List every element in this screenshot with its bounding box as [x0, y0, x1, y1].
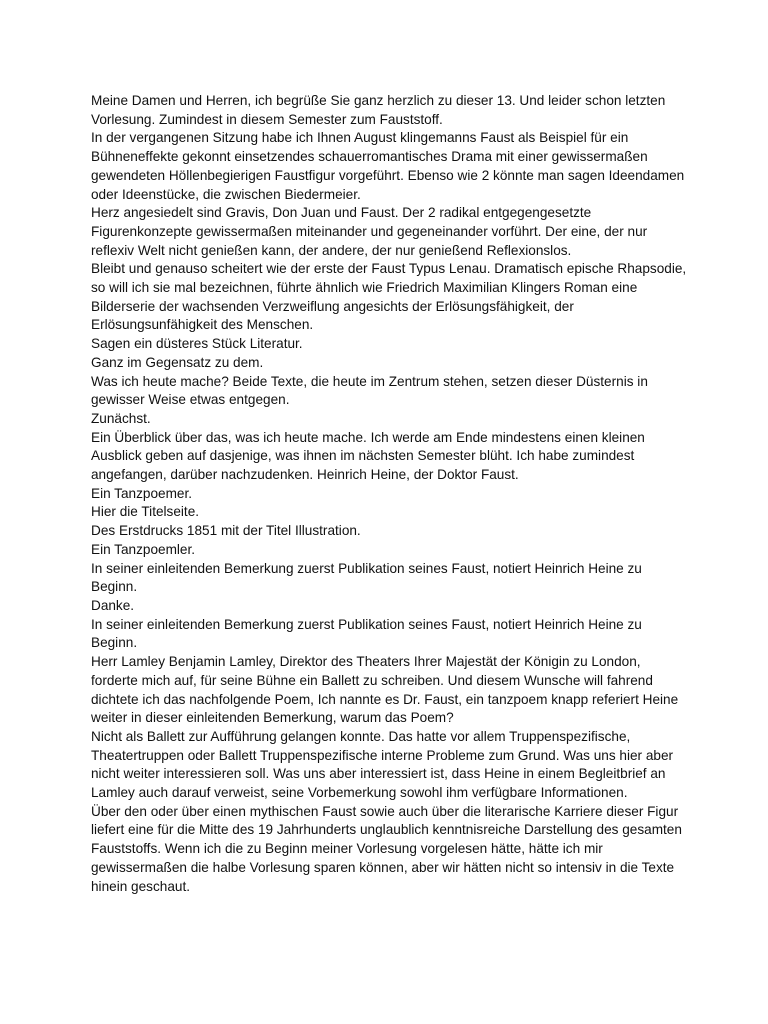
paragraph: In seiner einleitenden Bemerkung zuerst Publikation seines Faust, notiert Heinrich Heine zu Beginn. [91, 616, 642, 651]
paragraph: Zunächst. [91, 410, 151, 426]
paragraph: In der vergangenen Sitzung habe ich Ihnen August klingemanns Faust als Beispiel für ein Bühneneffekte gekonnt einsetzendes schauerromantisches Drama mit einer gewissermaßen gewendeten Höllenbegierigen Faustfigur vorgeführt. Ebenso wie 2 könnte man sagen Ideendamen oder Ideenstücke, die zwischen Biedermeier. [91, 130, 685, 202]
paragraph: Über den oder über einen mythischen Faust sowie auch über die literarische Karriere dieser Figur liefert eine für die Mitte des 19 Jahrhunderts unglaublich kenntnisreiche Darstellung des gesamten Fauststoffs. Wenn ich die zu Beginn meiner Vorlesung vorgelesen hätte, hätte ich mir gewissermaßen die halbe Vorlesung sparen können, aber wir hätten nicht so intensiv in die Texte hinein geschaut. [91, 803, 682, 894]
paragraph: Ein Tanzpoemer. [91, 485, 193, 501]
paragraph: Bleibt und genauso scheitert wie der erste der Faust Typus Lenau. Dramatisch epische Rhapsodie, so will ich sie mal bezeichnen, führte ähnlich wie Friedrich Maximilian Klingers Roman eine Bilderserie der wachsenden Verzweiflung angesichts der Erlösungsfähigkeit, der Erlösungsunfähigkeit des Menschen. [91, 261, 687, 333]
paragraph: Des Erstdrucks 1851 mit der Titel Illustration. [91, 523, 361, 539]
paragraph: Nicht als Ballett zur Aufführung gelangen konnte. Das hatte vor allem Truppenspezifische, Theatertruppen oder Ballett Truppenspezifische interne Probleme zum Grund. Was uns hier aber nicht weiter interessieren soll. Was uns aber interessiert ist, dass Heine in einem Begleitbrief an Lamley auch darauf verweist, seine Vorbemerkung sowohl ihm verfügbare Informationen. [91, 728, 674, 801]
paragraph: Herz angesiedelt sind Gravis, Don Juan und Faust. Der 2 radikal entgegengesetzte Figurenkonzepte gewissermaßen miteinander und gegeneinander vorführt. Der eine, der nur reflexiv Welt nicht genießen kann, der andere, der nur genießend Reflexionslos. [91, 205, 648, 258]
paragraph: Herr Lamley Benjamin Lamley, Direktor des Theaters Ihrer Majestät der Königin zu London, forderte mich auf, für seine Bühne ein Ballett zu schreiben. Und diesem Wunsche will fahrend dichtete ich das nachfolgende Poem, Ich nannte es Dr. Faust, ein tanzpoem knapp referiert Heine weiter in dieser einleitenden Bemerkung, warum das Poem? [91, 654, 679, 726]
paragraph: Ein Überblick über das, was ich heute mache. Ich werde am Ende mindestens einen kleinen Ausblick geben auf dasjenige, was ihnen im nächsten Semester blüht. Ich habe zumindest angefangen, darüber nachzudenken. Heinrich Heine, der Doktor Faust. [91, 429, 645, 483]
paragraph: Danke. [91, 597, 135, 613]
paragraph: Was ich heute mache? Beide Texte, die heute im Zentrum stehen, setzen dieser Düsternis in gewisser Weise etwas entgegen. [91, 373, 648, 408]
paragraph: Ein Tanzpoemler. [91, 541, 196, 557]
paragraph: Hier die Titelseite. [91, 504, 200, 520]
paragraph: In seiner einleitenden Bemerkung zuerst Publikation seines Faust, notiert Heinrich Heine zu Beginn. [91, 560, 642, 595]
paragraph: Sagen ein düsteres Stück Literatur. [91, 336, 303, 352]
paragraph: Meine Damen und Herren, ich begrüße Sie ganz herzlich zu dieser 13. Und leider schon letzten Vorlesung. Zumindest in diesem Semester zum Fauststoff. [91, 93, 666, 127]
paragraph: Ganz im Gegensatz zu dem. [91, 354, 264, 370]
document-body [91, 92, 691, 896]
